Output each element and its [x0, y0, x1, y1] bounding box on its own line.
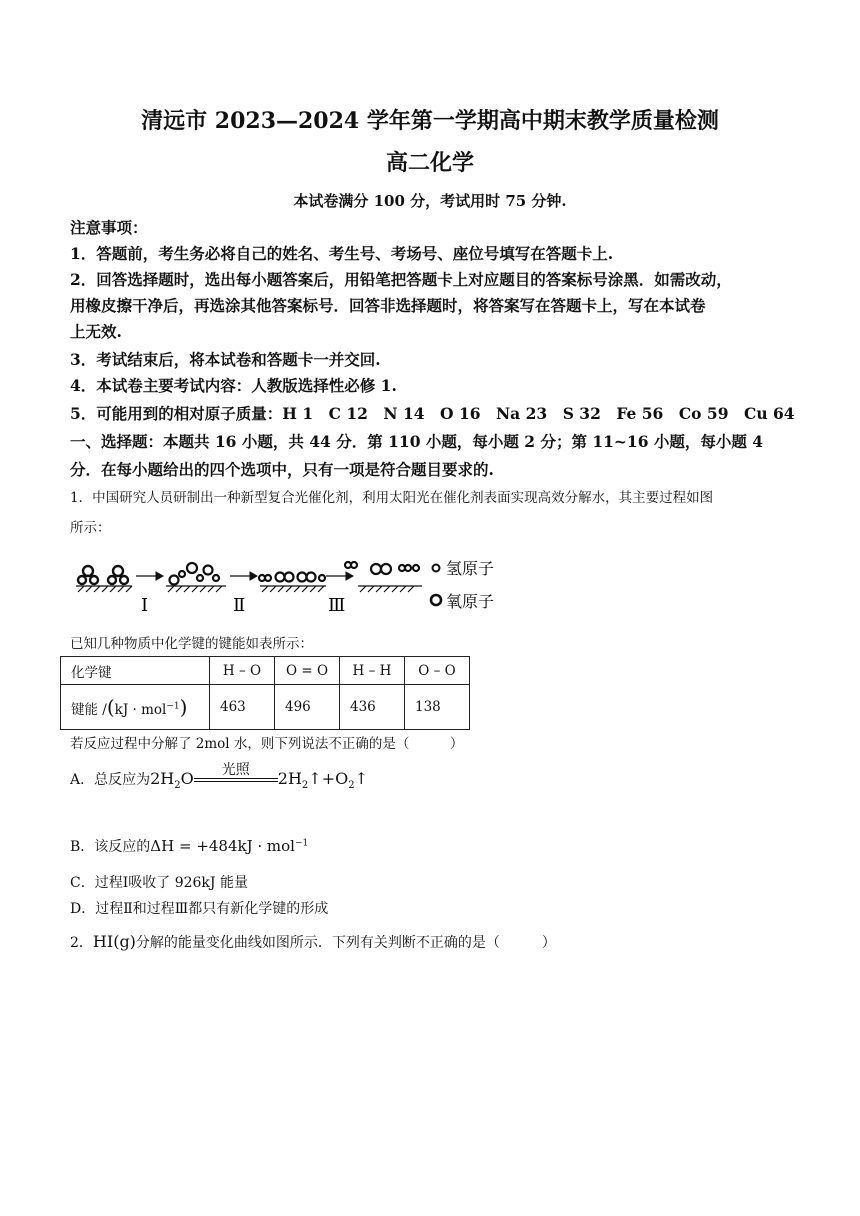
- released-gases: [345, 562, 419, 574]
- section-heading-line2: 分．在每小题给出的四个选项中，只有一项是符合题目要求的.: [70, 460, 494, 479]
- q1-stem-line1: 1．中国研究人员研制出一种新型复合光催化剂，利用太阳光在催化剂表面实现高效分解水，其主要过程如图: [70, 490, 714, 506]
- notes-heading: 注意事项：: [70, 218, 148, 237]
- catalyst-surface-4: [358, 586, 422, 592]
- water-molecules: [78, 566, 128, 584]
- q2-number: 2．: [70, 935, 93, 951]
- adsorbed-atoms: [170, 563, 220, 585]
- note-item: 3．考试结束后，将本试卷和答题卡一并交回.: [70, 350, 381, 369]
- q1-option-c[interactable]: C．过程Ⅰ吸收了 926kJ 能量: [70, 875, 248, 891]
- q1-stem-line2: 所示：: [70, 520, 111, 536]
- table-header-cell: H – O: [210, 657, 275, 685]
- stage-label-1: Ⅰ: [141, 595, 149, 616]
- q2-text: 分解的能量变化曲线如图所示．下列有关判断不正确的是（ ）: [135, 935, 556, 951]
- note-item: 上无效.: [70, 322, 122, 341]
- q1-option-a[interactable]: A．总反应为$2H_2O$ 光照 $2H_2↑+O_2↑$: [70, 762, 795, 798]
- catalyst-surface-1: [76, 586, 132, 592]
- note-item: 4．本试卷主要考试内容：人教版选择性必修 1.: [70, 376, 397, 395]
- q1-option-d[interactable]: D．过程Ⅱ和过程Ⅲ都只有新化学键的形成: [70, 901, 329, 917]
- stage-label-3: Ⅲ: [328, 595, 346, 616]
- legend-oxygen: [431, 592, 494, 611]
- table-cell: 436: [340, 685, 405, 730]
- table-cell: 138: [405, 685, 470, 730]
- option-b-prefix: B．该反应的: [70, 839, 151, 855]
- catalyst-surface-2: [166, 586, 226, 592]
- subject-title: 高二化学: [385, 150, 474, 176]
- row-unit-exponent: −1: [166, 701, 180, 712]
- hydrogen-atom-icon: [433, 565, 440, 572]
- legend-hydrogen: [433, 559, 495, 578]
- table-header-cell: 化学键: [61, 657, 210, 685]
- reaction-condition-label: 光照: [221, 762, 250, 778]
- row-label-cell: 键能 /(kJ · mol$^{-1}$): [61, 685, 210, 730]
- row-label: 键能 /: [71, 702, 107, 718]
- oxygen-atom-icon: [431, 595, 441, 605]
- option-b-formula: ΔH = +484kJ · mol: [150, 837, 295, 855]
- q1-option-b[interactable]: [70, 836, 795, 856]
- note-item: 用橡皮擦干净后，再选涂其他答案标号．回答非选择题时，将答案写在答题卡上，写在本试卷: [70, 296, 706, 315]
- reaction-condition-arrow: [194, 762, 278, 798]
- score-time-line: 本试卷满分 100 分，考试用时 75 分钟.: [293, 192, 567, 210]
- note-item: 5．可能用到的相对原子质量：H 1 C 12 N 14 O 16 Na 23 S 32 Fe 56 Co 59 Cu 64: [70, 404, 795, 423]
- table-cell: 463: [210, 685, 275, 730]
- table-header-cell: H – H: [340, 657, 405, 685]
- molecule-pairs: [259, 573, 325, 582]
- bond-energy-table: [60, 656, 470, 730]
- exam-title: 清远市 2023—2024 学年第一学期高中期末教学质量检测: [141, 108, 719, 134]
- table-header-cell: O – O: [405, 657, 470, 685]
- legend-hydrogen-label: 氢原子: [446, 559, 495, 578]
- row-unit: kJ · mol: [114, 702, 167, 718]
- note-item: 2．回答选择题时，选出每小题答案后，用铅笔把答题卡上对应题目的答案标号涂黑．如需改动，: [70, 270, 732, 289]
- q1-condition: 若反应过程中分解了 2mol 水，则下列说法不正确的是（ ）: [70, 736, 464, 752]
- table-header-cell: O = O: [275, 657, 340, 685]
- q2-formula: HI(g): [92, 932, 136, 951]
- q1-table-intro: 已知几种物质中化学键的键能如表所示：: [70, 636, 313, 652]
- option-a-prefix: A．总反应为: [70, 772, 151, 788]
- arrow-3: [326, 572, 353, 580]
- table-header-row: [61, 657, 470, 685]
- option-b-exponent: −1: [294, 838, 309, 849]
- arrow-1: [136, 572, 163, 580]
- q2-stem: [70, 932, 795, 952]
- note-item: 1．答题前，考生务必将自己的姓名、考生号、考场号、座位号填写在答题卡上.: [70, 244, 614, 263]
- table-cell: 496: [275, 685, 340, 730]
- section-heading-line1: 一、选择题：本题共 16 小题，共 44 分．第 110 小题，每小题 2 分；第 11~16 小题，每小题 4: [70, 432, 764, 451]
- catalyst-surface-3: [260, 586, 326, 592]
- table-row: [61, 685, 470, 730]
- arrow-2: [230, 572, 257, 580]
- stage-label-2: Ⅱ: [233, 595, 246, 616]
- water-splitting-diagram: [70, 556, 530, 618]
- legend-oxygen-label: 氧原子: [446, 592, 495, 611]
